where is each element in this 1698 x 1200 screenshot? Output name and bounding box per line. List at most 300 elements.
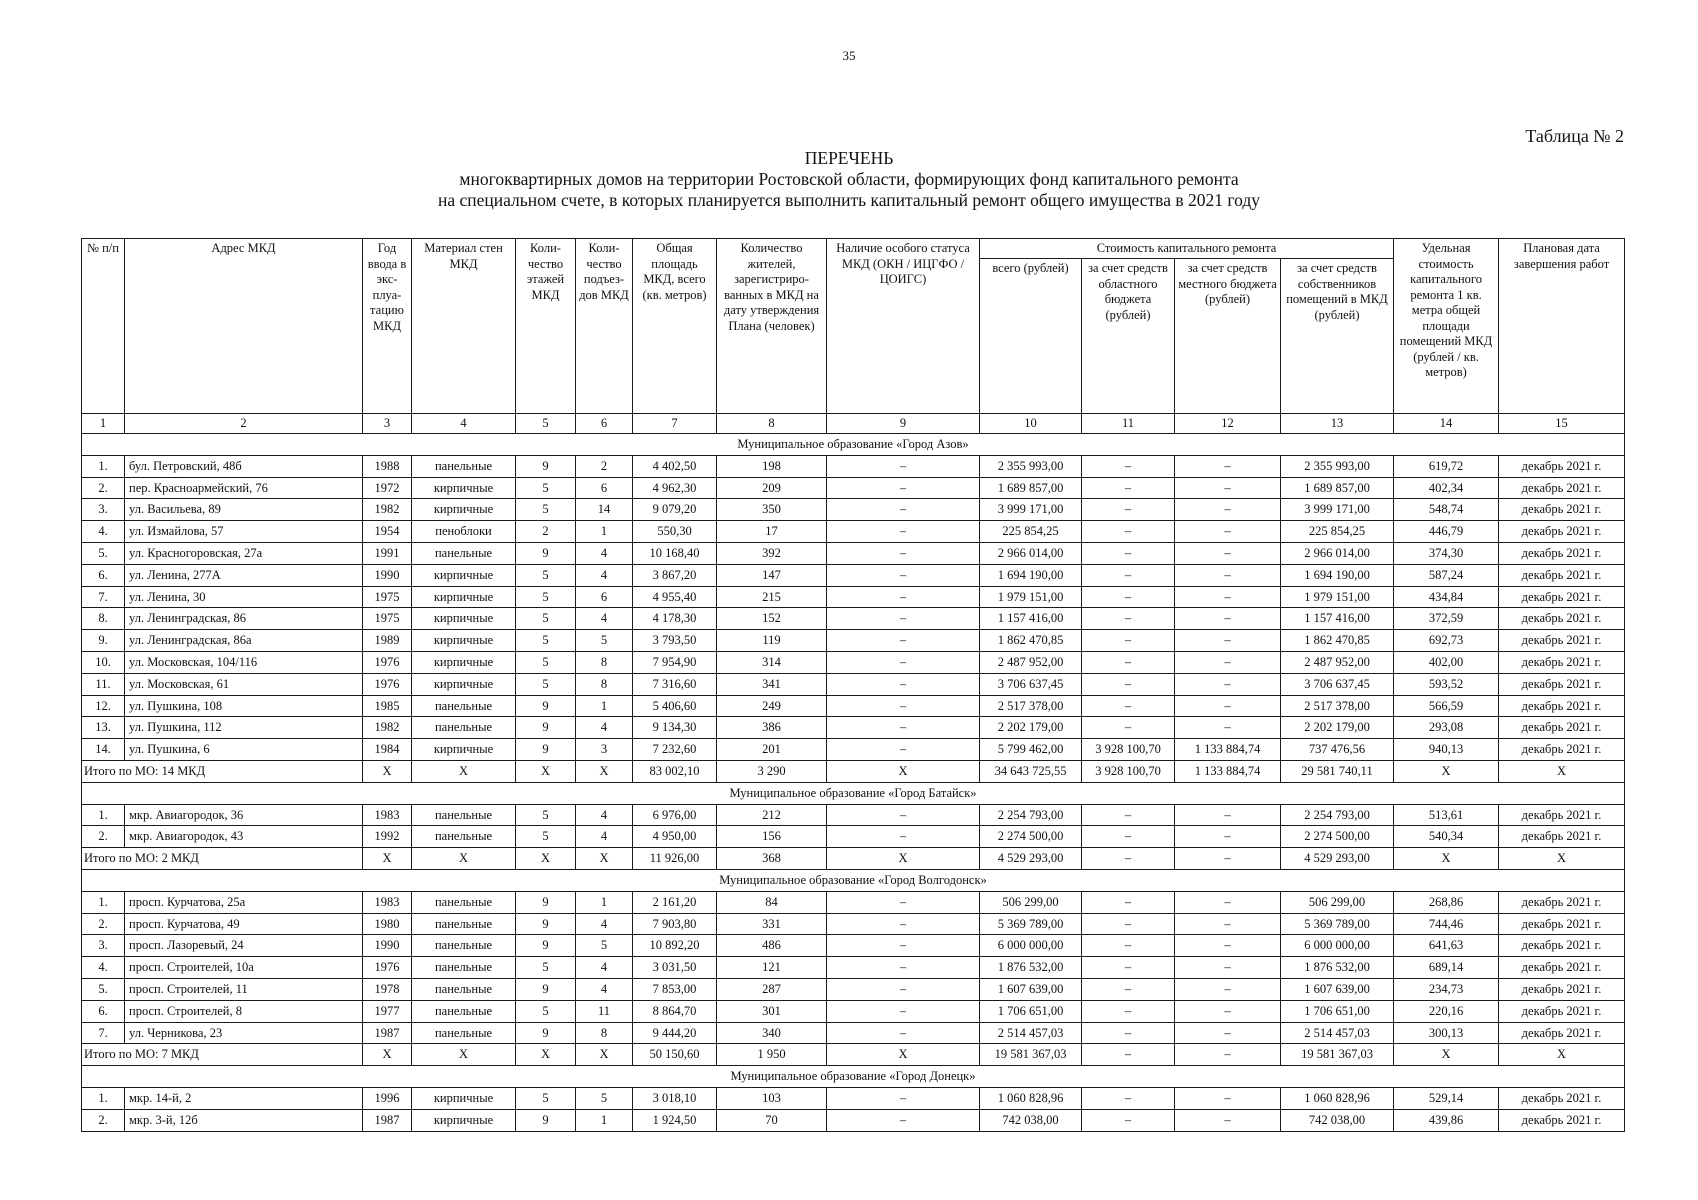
total-entrances: X [576, 848, 633, 870]
cell-address: мкр. Авиагородок, 43 [125, 826, 363, 848]
cell-cost-local: – [1175, 891, 1281, 913]
table-row [82, 651, 1625, 673]
cell-cost-total: 1 706 651,00 [980, 1000, 1082, 1022]
cell-year: 1987 [363, 1109, 412, 1131]
cell-cost-regional: – [1082, 1000, 1175, 1022]
cell-num: 1. [82, 891, 125, 913]
cell-cost-regional: – [1082, 499, 1175, 521]
cell-material: кирпичные [412, 586, 516, 608]
cell-material: кирпичные [412, 651, 516, 673]
cell-area: 3 867,20 [633, 564, 717, 586]
cell-area: 7 903,80 [633, 913, 717, 935]
cell-cost-regional: – [1082, 1022, 1175, 1044]
section-row [82, 434, 1625, 456]
total-status: X [827, 760, 980, 782]
cell-residents: 70 [717, 1109, 827, 1131]
table-row [82, 978, 1625, 1000]
cell-num: 2. [82, 913, 125, 935]
cell-entrances: 1 [576, 1109, 633, 1131]
cell-cost-local: – [1175, 804, 1281, 826]
cell-entrances: 4 [576, 542, 633, 564]
cell-cost-owners: 2 355 993,00 [1281, 455, 1394, 477]
cell-year: 1991 [363, 542, 412, 564]
cell-year: 1989 [363, 630, 412, 652]
cell-area: 2 161,20 [633, 891, 717, 913]
cell-cost-total: 506 299,00 [980, 891, 1082, 913]
total-cost-total: 4 529 293,00 [980, 848, 1082, 870]
cell-floors: 9 [516, 1022, 576, 1044]
cell-unit-cost: 300,13 [1394, 1022, 1499, 1044]
section-title: Муниципальное образование «Город Батайск» [82, 782, 1625, 804]
header-cost-owners: за счет средств собственников помещений в МКД (рублей) [1281, 259, 1394, 414]
cell-end-date: декабрь 2021 г. [1499, 717, 1625, 739]
cell-address: ул. Ленинградская, 86 [125, 608, 363, 630]
cell-cost-total: 3 999 171,00 [980, 499, 1082, 521]
cell-status: – [827, 957, 980, 979]
cell-cost-total: 1 876 532,00 [980, 957, 1082, 979]
cell-unit-cost: 744,46 [1394, 913, 1499, 935]
cell-entrances: 4 [576, 804, 633, 826]
cell-unit-cost: 268,86 [1394, 891, 1499, 913]
cell-address: ул. Ленина, 30 [125, 586, 363, 608]
total-floors: X [516, 848, 576, 870]
cell-address: ул. Измайлова, 57 [125, 521, 363, 543]
cell-cost-owners: 2 514 457,03 [1281, 1022, 1394, 1044]
cell-material: панельные [412, 913, 516, 935]
cell-num: 2. [82, 477, 125, 499]
cell-cost-local: – [1175, 1087, 1281, 1109]
cell-cost-regional: 3 928 100,70 [1082, 739, 1175, 761]
cell-floors: 9 [516, 1109, 576, 1131]
cell-residents: 301 [717, 1000, 827, 1022]
cell-area: 4 950,00 [633, 826, 717, 848]
total-material: X [412, 848, 516, 870]
cell-address: ул. Ленинградская, 86а [125, 630, 363, 652]
cell-material: панельные [412, 1022, 516, 1044]
cell-end-date: декабрь 2021 г. [1499, 499, 1625, 521]
total-material: X [412, 1044, 516, 1066]
document-title [0, 148, 1698, 211]
cell-status: – [827, 586, 980, 608]
cell-unit-cost: 587,24 [1394, 564, 1499, 586]
table-row [82, 1000, 1625, 1022]
cell-end-date: декабрь 2021 г. [1499, 673, 1625, 695]
cell-cost-total: 742 038,00 [980, 1109, 1082, 1131]
header-year: Год ввода в экс-плуа-тацию МКД [363, 239, 412, 414]
cell-num: 11. [82, 673, 125, 695]
cell-area: 8 864,70 [633, 1000, 717, 1022]
total-cost-total: 34 643 725,55 [980, 760, 1082, 782]
cell-cost-local: – [1175, 826, 1281, 848]
cell-cost-owners: 737 476,56 [1281, 739, 1394, 761]
cell-cost-total: 1 157 416,00 [980, 608, 1082, 630]
cell-residents: 287 [717, 978, 827, 1000]
column-number-cell: 10 [980, 414, 1082, 434]
cell-cost-local: – [1175, 564, 1281, 586]
cell-address: просп. Строителей, 8 [125, 1000, 363, 1022]
cell-entrances: 5 [576, 935, 633, 957]
cell-status: – [827, 542, 980, 564]
cell-year: 1990 [363, 564, 412, 586]
total-cost-owners: 29 581 740,11 [1281, 760, 1394, 782]
cell-unit-cost: 529,14 [1394, 1087, 1499, 1109]
cell-unit-cost: 619,72 [1394, 455, 1499, 477]
header-cost-group: Стоимость капитального ремонта [980, 239, 1394, 259]
cell-cost-owners: 1 862 470,85 [1281, 630, 1394, 652]
cell-year: 1982 [363, 717, 412, 739]
cell-status: – [827, 978, 980, 1000]
total-cost-regional: – [1082, 848, 1175, 870]
cell-material: панельные [412, 826, 516, 848]
cell-unit-cost: 402,00 [1394, 651, 1499, 673]
cell-address: ул. Васильева, 89 [125, 499, 363, 521]
cell-unit-cost: 439,86 [1394, 1109, 1499, 1131]
column-number-cell: 5 [516, 414, 576, 434]
cell-cost-total: 225 854,25 [980, 521, 1082, 543]
cell-end-date: декабрь 2021 г. [1499, 1087, 1625, 1109]
cell-entrances: 5 [576, 1087, 633, 1109]
cell-cost-total: 3 706 637,45 [980, 673, 1082, 695]
cell-residents: 121 [717, 957, 827, 979]
cell-floors: 5 [516, 804, 576, 826]
header-floors: Коли-чество этажей МКД [516, 239, 576, 414]
cell-address: ул. Черникова, 23 [125, 1022, 363, 1044]
cell-cost-owners: 1 979 151,00 [1281, 586, 1394, 608]
cell-material: панельные [412, 891, 516, 913]
cell-residents: 119 [717, 630, 827, 652]
table-row [82, 695, 1625, 717]
cell-end-date: декабрь 2021 г. [1499, 935, 1625, 957]
cell-cost-regional: – [1082, 586, 1175, 608]
table-row [82, 586, 1625, 608]
cell-cost-local: – [1175, 1022, 1281, 1044]
cell-entrances: 2 [576, 455, 633, 477]
total-unit-cost: X [1394, 760, 1499, 782]
cell-material: панельные [412, 695, 516, 717]
cell-status: – [827, 804, 980, 826]
total-end-date: X [1499, 760, 1625, 782]
cell-cost-owners: 2 254 793,00 [1281, 804, 1394, 826]
cell-year: 1987 [363, 1022, 412, 1044]
cell-num: 1. [82, 804, 125, 826]
total-entrances: X [576, 1044, 633, 1066]
table-row [82, 1087, 1625, 1109]
cell-entrances: 8 [576, 1022, 633, 1044]
cell-unit-cost: 234,73 [1394, 978, 1499, 1000]
table-row [82, 935, 1625, 957]
cell-unit-cost: 641,63 [1394, 935, 1499, 957]
table-row [82, 957, 1625, 979]
cell-entrances: 3 [576, 739, 633, 761]
cell-residents: 17 [717, 521, 827, 543]
cell-address: мкр. 14-й, 2 [125, 1087, 363, 1109]
cell-cost-regional: – [1082, 804, 1175, 826]
cell-cost-local: – [1175, 477, 1281, 499]
total-label: Итого по МО: 7 МКД [82, 1044, 363, 1066]
column-number-cell: 2 [125, 414, 363, 434]
table-row [82, 564, 1625, 586]
cell-address: ул. Красногоровская, 27а [125, 542, 363, 564]
header-area: Общая площадь МКД, всего (кв. метров) [633, 239, 717, 414]
cell-cost-total: 2 966 014,00 [980, 542, 1082, 564]
table-row [82, 477, 1625, 499]
cell-address: ул. Пушкина, 108 [125, 695, 363, 717]
cell-cost-regional: – [1082, 651, 1175, 673]
cell-address: ул. Пушкина, 112 [125, 717, 363, 739]
cell-cost-local: – [1175, 1000, 1281, 1022]
cell-num: 5. [82, 542, 125, 564]
header-entrances: Коли-чество подъез-дов МКД [576, 239, 633, 414]
total-cost-regional: 3 928 100,70 [1082, 760, 1175, 782]
table-row [82, 630, 1625, 652]
table-row [82, 739, 1625, 761]
cell-year: 1988 [363, 455, 412, 477]
cell-residents: 314 [717, 651, 827, 673]
cell-material: кирпичные [412, 630, 516, 652]
cell-address: ул. Московская, 61 [125, 673, 363, 695]
cell-cost-total: 1 862 470,85 [980, 630, 1082, 652]
column-number-cell: 3 [363, 414, 412, 434]
cell-status: – [827, 608, 980, 630]
cell-cost-total: 2 517 378,00 [980, 695, 1082, 717]
column-number-cell: 11 [1082, 414, 1175, 434]
cell-end-date: декабрь 2021 г. [1499, 477, 1625, 499]
cell-cost-total: 1 689 857,00 [980, 477, 1082, 499]
column-number-cell: 1 [82, 414, 125, 434]
total-area: 50 150,60 [633, 1044, 717, 1066]
cell-cost-owners: 2 274 500,00 [1281, 826, 1394, 848]
cell-residents: 341 [717, 673, 827, 695]
cell-cost-regional: – [1082, 455, 1175, 477]
cell-cost-owners: 506 299,00 [1281, 891, 1394, 913]
cell-entrances: 5 [576, 630, 633, 652]
column-number-cell: 7 [633, 414, 717, 434]
cell-cost-total: 2 487 952,00 [980, 651, 1082, 673]
cell-status: – [827, 826, 980, 848]
cell-unit-cost: 374,30 [1394, 542, 1499, 564]
cell-end-date: декабрь 2021 г. [1499, 913, 1625, 935]
cell-cost-owners: 2 487 952,00 [1281, 651, 1394, 673]
cell-floors: 5 [516, 1000, 576, 1022]
cell-year: 1978 [363, 978, 412, 1000]
cell-end-date: декабрь 2021 г. [1499, 455, 1625, 477]
table-row [82, 804, 1625, 826]
cell-cost-owners: 1 607 639,00 [1281, 978, 1394, 1000]
cell-status: – [827, 564, 980, 586]
cell-address: мкр. 3-й, 12б [125, 1109, 363, 1131]
total-label: Итого по МО: 14 МКД [82, 760, 363, 782]
cell-residents: 340 [717, 1022, 827, 1044]
cell-address: просп. Строителей, 11 [125, 978, 363, 1000]
column-number-cell: 13 [1281, 414, 1394, 434]
cell-area: 6 976,00 [633, 804, 717, 826]
total-cost-owners: 4 529 293,00 [1281, 848, 1394, 870]
cell-unit-cost: 293,08 [1394, 717, 1499, 739]
cell-residents: 215 [717, 586, 827, 608]
cell-year: 1996 [363, 1087, 412, 1109]
total-unit-cost: X [1394, 848, 1499, 870]
cell-year: 1976 [363, 673, 412, 695]
cell-end-date: декабрь 2021 г. [1499, 1000, 1625, 1022]
table-row [82, 521, 1625, 543]
column-numbers-row [82, 414, 1625, 434]
total-year: X [363, 760, 412, 782]
cell-entrances: 1 [576, 521, 633, 543]
cell-status: – [827, 913, 980, 935]
cell-area: 3 031,50 [633, 957, 717, 979]
section-title: Муниципальное образование «Город Донецк» [82, 1066, 1625, 1088]
cell-cost-owners: 1 694 190,00 [1281, 564, 1394, 586]
cell-cost-local: – [1175, 913, 1281, 935]
cell-end-date: декабрь 2021 г. [1499, 804, 1625, 826]
cell-year: 1982 [363, 499, 412, 521]
cell-address: ул. Ленина, 277А [125, 564, 363, 586]
cell-floors: 5 [516, 499, 576, 521]
total-unit-cost: X [1394, 1044, 1499, 1066]
cell-area: 9 134,30 [633, 717, 717, 739]
cell-cost-regional: – [1082, 935, 1175, 957]
cell-cost-total: 1 060 828,96 [980, 1087, 1082, 1109]
cell-residents: 156 [717, 826, 827, 848]
cell-year: 1983 [363, 891, 412, 913]
cell-address: ул. Московская, 104/116 [125, 651, 363, 673]
cell-status: – [827, 1022, 980, 1044]
table-row [82, 499, 1625, 521]
cell-residents: 386 [717, 717, 827, 739]
cell-end-date: декабрь 2021 г. [1499, 957, 1625, 979]
total-year: X [363, 1044, 412, 1066]
cell-cost-local: – [1175, 673, 1281, 695]
cell-entrances: 4 [576, 608, 633, 630]
total-status: X [827, 848, 980, 870]
cell-area: 7 853,00 [633, 978, 717, 1000]
total-cost-local: – [1175, 848, 1281, 870]
cell-unit-cost: 548,74 [1394, 499, 1499, 521]
header-end-date: Плановая дата завершения работ [1499, 239, 1625, 414]
cell-num: 7. [82, 1022, 125, 1044]
cell-floors: 9 [516, 978, 576, 1000]
total-area: 11 926,00 [633, 848, 717, 870]
cell-end-date: декабрь 2021 г. [1499, 891, 1625, 913]
cell-cost-local: – [1175, 935, 1281, 957]
cell-cost-regional: – [1082, 673, 1175, 695]
cell-cost-regional: – [1082, 891, 1175, 913]
cell-material: панельные [412, 455, 516, 477]
cell-unit-cost: 434,84 [1394, 586, 1499, 608]
cell-area: 10 168,40 [633, 542, 717, 564]
cell-status: – [827, 477, 980, 499]
cell-cost-owners: 225 854,25 [1281, 521, 1394, 543]
total-cost-local: 1 133 884,74 [1175, 760, 1281, 782]
cell-num: 1. [82, 455, 125, 477]
cell-cost-regional: – [1082, 957, 1175, 979]
cell-entrances: 8 [576, 673, 633, 695]
cell-area: 10 892,20 [633, 935, 717, 957]
cell-cost-local: – [1175, 499, 1281, 521]
cell-floors: 9 [516, 913, 576, 935]
section-row [82, 782, 1625, 804]
cell-floors: 2 [516, 521, 576, 543]
cell-material: кирпичные [412, 673, 516, 695]
cell-material: кирпичные [412, 608, 516, 630]
cell-material: панельные [412, 1000, 516, 1022]
cell-residents: 486 [717, 935, 827, 957]
cell-cost-local: – [1175, 608, 1281, 630]
total-material: X [412, 760, 516, 782]
header-residents: Количество жителей, зарегистриро-ванных в МКД на дату утверждения Плана (человек) [717, 239, 827, 414]
cell-unit-cost: 513,61 [1394, 804, 1499, 826]
total-floors: X [516, 760, 576, 782]
total-area: 83 002,10 [633, 760, 717, 782]
cell-cost-owners: 6 000 000,00 [1281, 935, 1394, 957]
cell-material: панельные [412, 978, 516, 1000]
column-number-cell: 12 [1175, 414, 1281, 434]
cell-entrances: 1 [576, 891, 633, 913]
header-unit-cost: Удельная стоимость капитального ремонта 1 кв. метра общей площади помещений МКД (рублей / кв. метров) [1394, 239, 1499, 414]
column-number-cell: 8 [717, 414, 827, 434]
cell-entrances: 4 [576, 826, 633, 848]
cell-area: 5 406,60 [633, 695, 717, 717]
cell-year: 1983 [363, 804, 412, 826]
cell-area: 4 178,30 [633, 608, 717, 630]
cell-year: 1976 [363, 651, 412, 673]
cell-cost-owners: 2 966 014,00 [1281, 542, 1394, 564]
cell-cost-owners: 742 038,00 [1281, 1109, 1394, 1131]
cell-material: панельные [412, 542, 516, 564]
cell-year: 1954 [363, 521, 412, 543]
cell-material: панельные [412, 804, 516, 826]
cell-residents: 103 [717, 1087, 827, 1109]
cell-num: 5. [82, 978, 125, 1000]
cell-year: 1972 [363, 477, 412, 499]
cell-end-date: декабрь 2021 г. [1499, 608, 1625, 630]
header-cost-local: за счет средств местного бюджета (рублей) [1175, 259, 1281, 414]
cell-address: просп. Лазоревый, 24 [125, 935, 363, 957]
cell-year: 1975 [363, 608, 412, 630]
table-row [82, 608, 1625, 630]
cell-entrances: 4 [576, 957, 633, 979]
header-status: Наличие особого статуса МКД (ОКН / ИЦГФО / ЦОИГС) [827, 239, 980, 414]
cell-address: просп. Курчатова, 25а [125, 891, 363, 913]
cell-cost-local: – [1175, 717, 1281, 739]
cell-floors: 9 [516, 935, 576, 957]
cell-status: – [827, 935, 980, 957]
cell-cost-total: 1 694 190,00 [980, 564, 1082, 586]
cell-year: 1985 [363, 695, 412, 717]
cell-address: бул. Петровский, 48б [125, 455, 363, 477]
header-material: Материал стен МКД [412, 239, 516, 414]
cell-cost-local: – [1175, 521, 1281, 543]
table-row [82, 913, 1625, 935]
cell-cost-regional: – [1082, 477, 1175, 499]
cell-num: 2. [82, 826, 125, 848]
cell-year: 1992 [363, 826, 412, 848]
cell-cost-local: – [1175, 455, 1281, 477]
cell-status: – [827, 717, 980, 739]
repair-list-table [81, 238, 1625, 1132]
cell-unit-cost: 593,52 [1394, 673, 1499, 695]
cell-status: – [827, 1000, 980, 1022]
page-number: 35 [842, 48, 856, 63]
cell-cost-regional: – [1082, 913, 1175, 935]
total-cost-owners: 19 581 367,03 [1281, 1044, 1394, 1066]
cell-cost-total: 2 254 793,00 [980, 804, 1082, 826]
cell-cost-total: 2 355 993,00 [980, 455, 1082, 477]
total-cost-total: 19 581 367,03 [980, 1044, 1082, 1066]
cell-area: 7 232,60 [633, 739, 717, 761]
cell-residents: 331 [717, 913, 827, 935]
title-line-1: ПЕРЕЧЕНЬ [804, 148, 894, 168]
